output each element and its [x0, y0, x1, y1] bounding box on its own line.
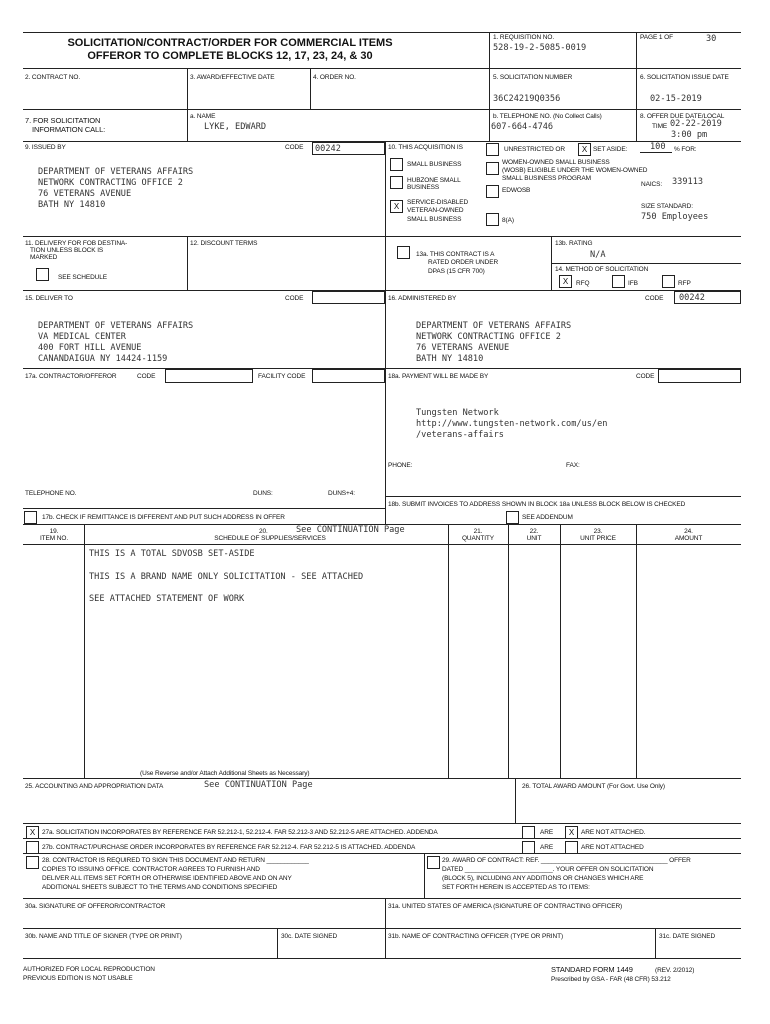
issued-by-code-label: CODE — [285, 144, 304, 151]
payment-address-line: http://www.tungsten-network.com/us/en — [416, 419, 608, 429]
rule — [508, 524, 509, 778]
rule — [23, 778, 741, 779]
deliver-to-code-box[interactable] — [312, 291, 385, 304]
footer-prescribed: Prescribed by GSA - FAR (48 CFR) 53.212 — [551, 976, 671, 983]
set-aside-label: SET ASIDE: — [593, 146, 628, 153]
rule — [640, 152, 672, 153]
rated-order-label: 13a. THIS CONTRACT IS A — [416, 251, 495, 258]
eight-a-label: 8(A) — [502, 217, 514, 224]
addenda-not-label: ARE NOT ATTACHED. — [581, 829, 646, 836]
contractor-code-label: CODE — [137, 373, 156, 380]
wosb-label-2: (WOSB) ELIGIBLE UNDER THE WOMEN-OWNED — [502, 167, 648, 174]
deliver-to-address-line: DEPARTMENT OF VETERANS AFFAIRS — [38, 321, 194, 331]
rule — [23, 544, 741, 545]
payment-address-line: /veterans-affairs — [416, 430, 504, 440]
administered-address-line: 76 VETERANS AVENUE — [416, 343, 510, 353]
duns4-label: DUNS+4: — [328, 490, 355, 497]
info-call-label-2: INFORMATION CALL: — [32, 125, 106, 134]
offer-due-time: 3:00 pm — [671, 130, 708, 140]
delivery-fob-label-3: MARKED — [30, 254, 58, 261]
sdvosb-label-2: VETERAN-OWNED — [407, 207, 464, 214]
unit-header: UNIT — [526, 535, 542, 542]
administered-code-label: CODE — [645, 295, 664, 302]
issued-by-code: 00242 — [315, 144, 341, 154]
percent-for-label: % FOR: — [674, 146, 697, 153]
sdvosb-checkbox[interactable]: X — [390, 200, 403, 213]
hubzone-label-2: BUSINESS — [407, 184, 440, 191]
far-incorporated-label: 27a. SOLICITATION INCORPORATES BY REFERENCE FAR 52.212-1, 52.212-4. FAR 52.212-3 AND 52.212-5 ARE ATTACHED. ADDENDA — [42, 829, 438, 836]
set-aside-percent: 100 — [650, 142, 666, 152]
po-addenda-not-checkbox[interactable] — [565, 841, 578, 854]
schedule-line: THIS IS A BRAND NAME ONLY SOLICITATION - SEE ATTACHED — [89, 572, 364, 582]
award-contract-text: (BLOCK 5), INCLUDING ANY ADDITIONS OR CHANGES WHICH ARE — [442, 875, 644, 882]
accounting-label: 25. ACCOUNTING AND APPROPRIATION DATA — [25, 783, 164, 790]
schedule-footnote: (Use Reverse and/or Attach Additional Sheets as Necessary) — [140, 770, 310, 777]
telephone-label: b. TELEPHONE NO. (No Collect Calls) — [493, 113, 602, 120]
issue-date-value: 02-15-2019 — [650, 94, 702, 104]
acquisition-label: 10. THIS ACQUISITION IS — [388, 144, 463, 151]
item-no-header-num: 19. — [49, 528, 59, 535]
rated-order-checkbox[interactable] — [397, 246, 410, 259]
rule — [84, 524, 85, 778]
accounting-value: See CONTINUATION Page — [204, 780, 313, 790]
footer-revision: (REV. 2/2012) — [655, 967, 695, 974]
po-incorporated-checkbox[interactable] — [26, 841, 39, 854]
po-incorporated-label: 27b. CONTRACT/PURCHASE ORDER INCORPORATES BY REFERENCE FAR 52.212-4. FAR 52.212-5 IS ATTACHED. ADDENDA — [42, 844, 416, 851]
naics-label: NAICS: — [641, 181, 663, 188]
remittance-label: 17b. CHECK IF REMITTANCE IS DIFFERENT AND PUT SUCH ADDRESS IN OFFER — [42, 514, 285, 521]
po-addenda-are-label: ARE — [540, 844, 554, 851]
rated-order-label-2: RATED ORDER UNDER — [428, 259, 499, 266]
payment-code-box[interactable] — [658, 369, 741, 383]
see-addendum-checkbox[interactable] — [506, 511, 519, 524]
offeror-signature-label: 30a. SIGNATURE OF OFFEROR/CONTRACTOR — [25, 903, 166, 910]
issued-by-code-box[interactable] — [312, 142, 385, 155]
rule — [424, 853, 425, 898]
facility-code-label: FACILITY CODE — [258, 373, 306, 380]
addenda-are-label: ARE — [540, 829, 554, 836]
rule — [187, 68, 188, 141]
hubzone-label: HUBZONE SMALL — [407, 177, 461, 184]
issue-date-label: 6. SOLICITATION ISSUE DATE — [640, 74, 729, 81]
footer-authorized: AUTHORIZED FOR LOCAL REPRODUCTION — [23, 966, 155, 973]
issued-by-address-line: NETWORK CONTRACTING OFFICE 2 — [38, 178, 183, 188]
rule — [23, 838, 741, 839]
contractor-sign-text: ADDITIONAL SHEETS SUBJECT TO THE TERMS AND CONDITIONS SPECIFIED — [42, 884, 278, 891]
rule — [277, 928, 278, 958]
set-aside-checkbox[interactable]: X — [578, 143, 591, 156]
telephone-value: 607-664-4746 — [491, 122, 554, 132]
eight-a-checkbox[interactable] — [486, 213, 499, 226]
unrestricted-label: UNRESTRICTED OR — [504, 146, 565, 153]
remittance-checkbox[interactable] — [24, 511, 37, 524]
fax-label: FAX: — [566, 462, 580, 469]
page-count: 30 — [706, 34, 717, 44]
issued-by-label: 9. ISSUED BY — [25, 144, 66, 151]
rule — [515, 778, 516, 823]
duns-label: DUNS: — [253, 490, 273, 497]
contractor-code-box[interactable] — [165, 369, 253, 383]
rule — [23, 898, 741, 899]
offer-due-date: 02-22-2019 — [670, 119, 722, 129]
award-contract-text: 29. AWARD OF CONTRACT: REF. ____________________________________ OFFER — [442, 857, 691, 864]
see-schedule-checkbox[interactable] — [36, 268, 49, 281]
rfq-checkbox[interactable]: X — [559, 275, 572, 288]
award-contract-checkbox[interactable] — [427, 856, 440, 869]
deliver-to-label: 15. DELIVER TO — [25, 295, 73, 302]
size-standard-label: SIZE STANDARD: — [641, 203, 693, 210]
footer-form-name: STANDARD FORM 1449 — [551, 965, 633, 974]
rfp-label: RFP — [678, 280, 691, 287]
rule — [23, 32, 741, 33]
far-incorporated-checkbox[interactable]: X — [26, 826, 39, 839]
form-subtitle: OFFEROR TO COMPLETE BLOCKS 12, 17, 23, 24, & 30 — [87, 50, 373, 62]
rated-order-label-3: DPAS (15 CFR 700) — [428, 268, 485, 275]
rfp-checkbox[interactable] — [662, 275, 675, 288]
info-call-label: 7. FOR SOLICITATION — [25, 116, 101, 125]
amount-header-num: 24. — [684, 528, 693, 535]
wosb-label-3: SMALL BUSINESS PROGRAM — [502, 175, 591, 182]
rule — [23, 928, 741, 929]
administered-address-line: DEPARTMENT OF VETERANS AFFAIRS — [416, 321, 572, 331]
officer-name-label: 31b. NAME OF CONTRACTING OFFICER (TYPE OR PRINT) — [388, 933, 564, 940]
rule — [23, 236, 741, 237]
po-addenda-not-label: ARE NOT ATTACHED — [581, 844, 644, 851]
schedule-line: SEE ATTACHED STATEMENT OF WORK — [89, 594, 245, 604]
award-contract-text: DATED _________________________. YOUR OFFER ON SOLICITATION — [442, 866, 654, 873]
form-title: SOLICITATION/CONTRACT/ORDER FOR COMMERCIAL ITEMS — [67, 37, 393, 49]
solicitation-method-label: 14. METHOD OF SOLICITATION — [555, 266, 649, 273]
rule — [23, 853, 741, 854]
issued-by-address-line: DEPARTMENT OF VETERANS AFFAIRS — [38, 167, 194, 177]
edwosb-label: EDWOSB — [502, 187, 531, 194]
deliver-to-address-line: VA MEDICAL CENTER — [38, 332, 126, 342]
offer-time-label: TIME — [652, 123, 668, 130]
rule — [23, 109, 741, 110]
item-no-header: ITEM NO. — [39, 535, 69, 542]
requisition-value: 528-19-2-5085-0019 — [493, 43, 587, 53]
deliver-to-code-label: CODE — [285, 295, 304, 302]
schedule-header: SCHEDULE OF SUPPLIES/SERVICES — [214, 535, 326, 542]
rule — [448, 524, 449, 778]
rule — [551, 263, 741, 264]
contractor-sign-text: 28. CONTRACTOR IS REQUIRED TO SIGN THIS DOCUMENT AND RETURN ____________ — [42, 857, 309, 864]
wosb-checkbox[interactable] — [486, 162, 499, 175]
offer-due-label: 8. OFFER DUE DATE/LOCAL — [640, 113, 725, 120]
award-date-label: 3. AWARD/EFFECTIVE DATE — [190, 74, 275, 81]
quantity-header: QUANTITY — [461, 535, 495, 542]
sdvosb-label: SERVICE-DISABLED — [407, 199, 469, 206]
rule — [636, 32, 637, 141]
rule — [23, 823, 741, 824]
rule — [23, 508, 385, 509]
see-schedule-label: SEE SCHEDULE — [58, 274, 108, 281]
rule — [310, 68, 311, 109]
schedule-continuation: See CONTINUATION Page — [296, 525, 405, 535]
administered-code-box[interactable] — [674, 291, 741, 304]
contract-no-label: 2. CONTRACT NO. — [25, 74, 81, 81]
administered-address-line: NETWORK CONTRACTING OFFICE 2 — [416, 332, 561, 342]
rule — [385, 496, 741, 497]
deliver-to-address-line: 400 FORT HILL AVENUE — [38, 343, 142, 353]
telephone-no-label: TELEPHONE NO. — [25, 490, 77, 497]
administered-code: 00242 — [679, 293, 705, 303]
page-label: PAGE 1 OF — [640, 34, 673, 41]
naics-value: 339113 — [672, 177, 704, 187]
rule — [489, 32, 490, 141]
discount-terms-label: 12. DISCOUNT TERMS — [190, 240, 258, 247]
issued-by-address-line: BATH NY 14810 — [38, 200, 106, 210]
payment-address-line: Tungsten Network — [416, 408, 499, 418]
offeror-date-label: 30c. DATE SIGNED — [281, 933, 338, 940]
po-addenda-are-checkbox[interactable] — [522, 841, 535, 854]
total-award-label: 26. TOTAL AWARD AMOUNT (For Govt. Use Only) — [522, 783, 665, 790]
ifb-checkbox[interactable] — [612, 275, 625, 288]
unit-price-header: UNIT PRICE — [580, 535, 616, 542]
sdvosb-label-3: SMALL BUSINESS — [407, 216, 462, 223]
administered-by-label: 16. ADMINISTERED BY — [388, 295, 457, 302]
deliver-to-address-line: CANANDAIGUA NY 14424-1159 — [38, 354, 168, 364]
rule — [23, 68, 741, 69]
officer-signature-label: 31a. UNITED STATES OF AMERICA (SIGNATURE OF CONTRACTING OFFICER) — [388, 903, 623, 910]
name-label: a. NAME — [190, 113, 216, 120]
officer-date-label: 31c. DATE SIGNED — [659, 933, 716, 940]
rfq-label: RFQ — [576, 280, 590, 287]
submit-invoices-label: 18b. SUBMIT INVOICES TO ADDRESS SHOWN IN BLOCK 18a UNLESS BLOCK BELOW IS CHECKED — [388, 501, 686, 508]
footer-previous-edition: PREVIOUS EDITION IS NOT USABLE — [23, 975, 133, 982]
small-business-label: SMALL BUSINESS — [407, 161, 462, 168]
size-standard-value: 750 Employees — [641, 212, 709, 222]
rating-value: N/A — [590, 250, 606, 260]
contact-name: LYKE, EDWARD — [204, 122, 267, 132]
unit-price-header-num: 23. — [593, 528, 603, 535]
hubzone-checkbox[interactable] — [390, 176, 403, 189]
schedule-header-num: 20. — [259, 528, 268, 535]
payment-code-label: CODE — [636, 373, 655, 380]
quantity-header-num: 21. — [473, 528, 483, 535]
schedule-line: THIS IS A TOTAL SDVOSB SET-ASIDE — [89, 549, 255, 559]
solicitation-number-label: 5. SOLICITATION NUMBER — [493, 74, 573, 81]
addenda-not-checkbox[interactable]: X — [565, 826, 578, 839]
contractor-sign-text: DELIVER ALL ITEMS SET FORTH OR OTHERWISE IDENTIFIED ABOVE AND ON ANY — [42, 875, 292, 882]
delivery-fob-label: 11. DELIVERY FOR FOB DESTINA- — [25, 240, 128, 247]
unit-header-num: 22. — [529, 528, 539, 535]
signer-name-label: 30b. NAME AND TITLE OF SIGNER (TYPE OR PRINT) — [25, 933, 182, 940]
edwosb-checkbox[interactable] — [486, 185, 499, 198]
phone-label: PHONE: — [388, 462, 413, 469]
order-no-label: 4. ORDER NO. — [313, 74, 356, 81]
rule — [385, 898, 386, 958]
rule — [560, 524, 561, 778]
payment-label: 18a. PAYMENT WILL BE MADE BY — [388, 373, 489, 380]
see-addendum-label: SEE ADDENDUM — [522, 514, 573, 521]
contractor-label: 17a. CONTRACTOR/OFFEROR — [25, 373, 117, 380]
award-contract-text: SET FORTH HEREIN IS ACCEPTED AS TO ITEMS: — [442, 884, 590, 891]
requisition-label: 1. REQUISITION NO. — [493, 34, 555, 41]
rule — [187, 236, 188, 290]
issued-by-address-line: 76 VETERANS AVENUE — [38, 189, 132, 199]
wosb-label: WOMEN-OWNED SMALL BUSINESS — [502, 159, 610, 166]
rating-label: 13b. RATING — [555, 240, 593, 247]
delivery-fob-label-2: TION UNLESS BLOCK IS — [30, 247, 104, 254]
rule — [23, 958, 741, 959]
solicitation-number-value: 36C24219Q0356 — [493, 94, 561, 104]
small-business-checkbox[interactable] — [390, 158, 403, 171]
unrestricted-checkbox[interactable] — [486, 143, 499, 156]
rule — [385, 141, 386, 524]
contractor-sign-checkbox[interactable] — [26, 856, 39, 869]
facility-code-box[interactable] — [312, 369, 385, 383]
rule — [636, 524, 637, 778]
ifb-label: IFB — [628, 280, 638, 287]
rule — [655, 928, 656, 958]
amount-header: AMOUNT — [674, 535, 703, 542]
contractor-sign-text: COPIES TO ISSUING OFFICE. CONTRACTOR AGREES TO FURNISH AND — [42, 866, 260, 873]
administered-address-line: BATH NY 14810 — [416, 354, 484, 364]
